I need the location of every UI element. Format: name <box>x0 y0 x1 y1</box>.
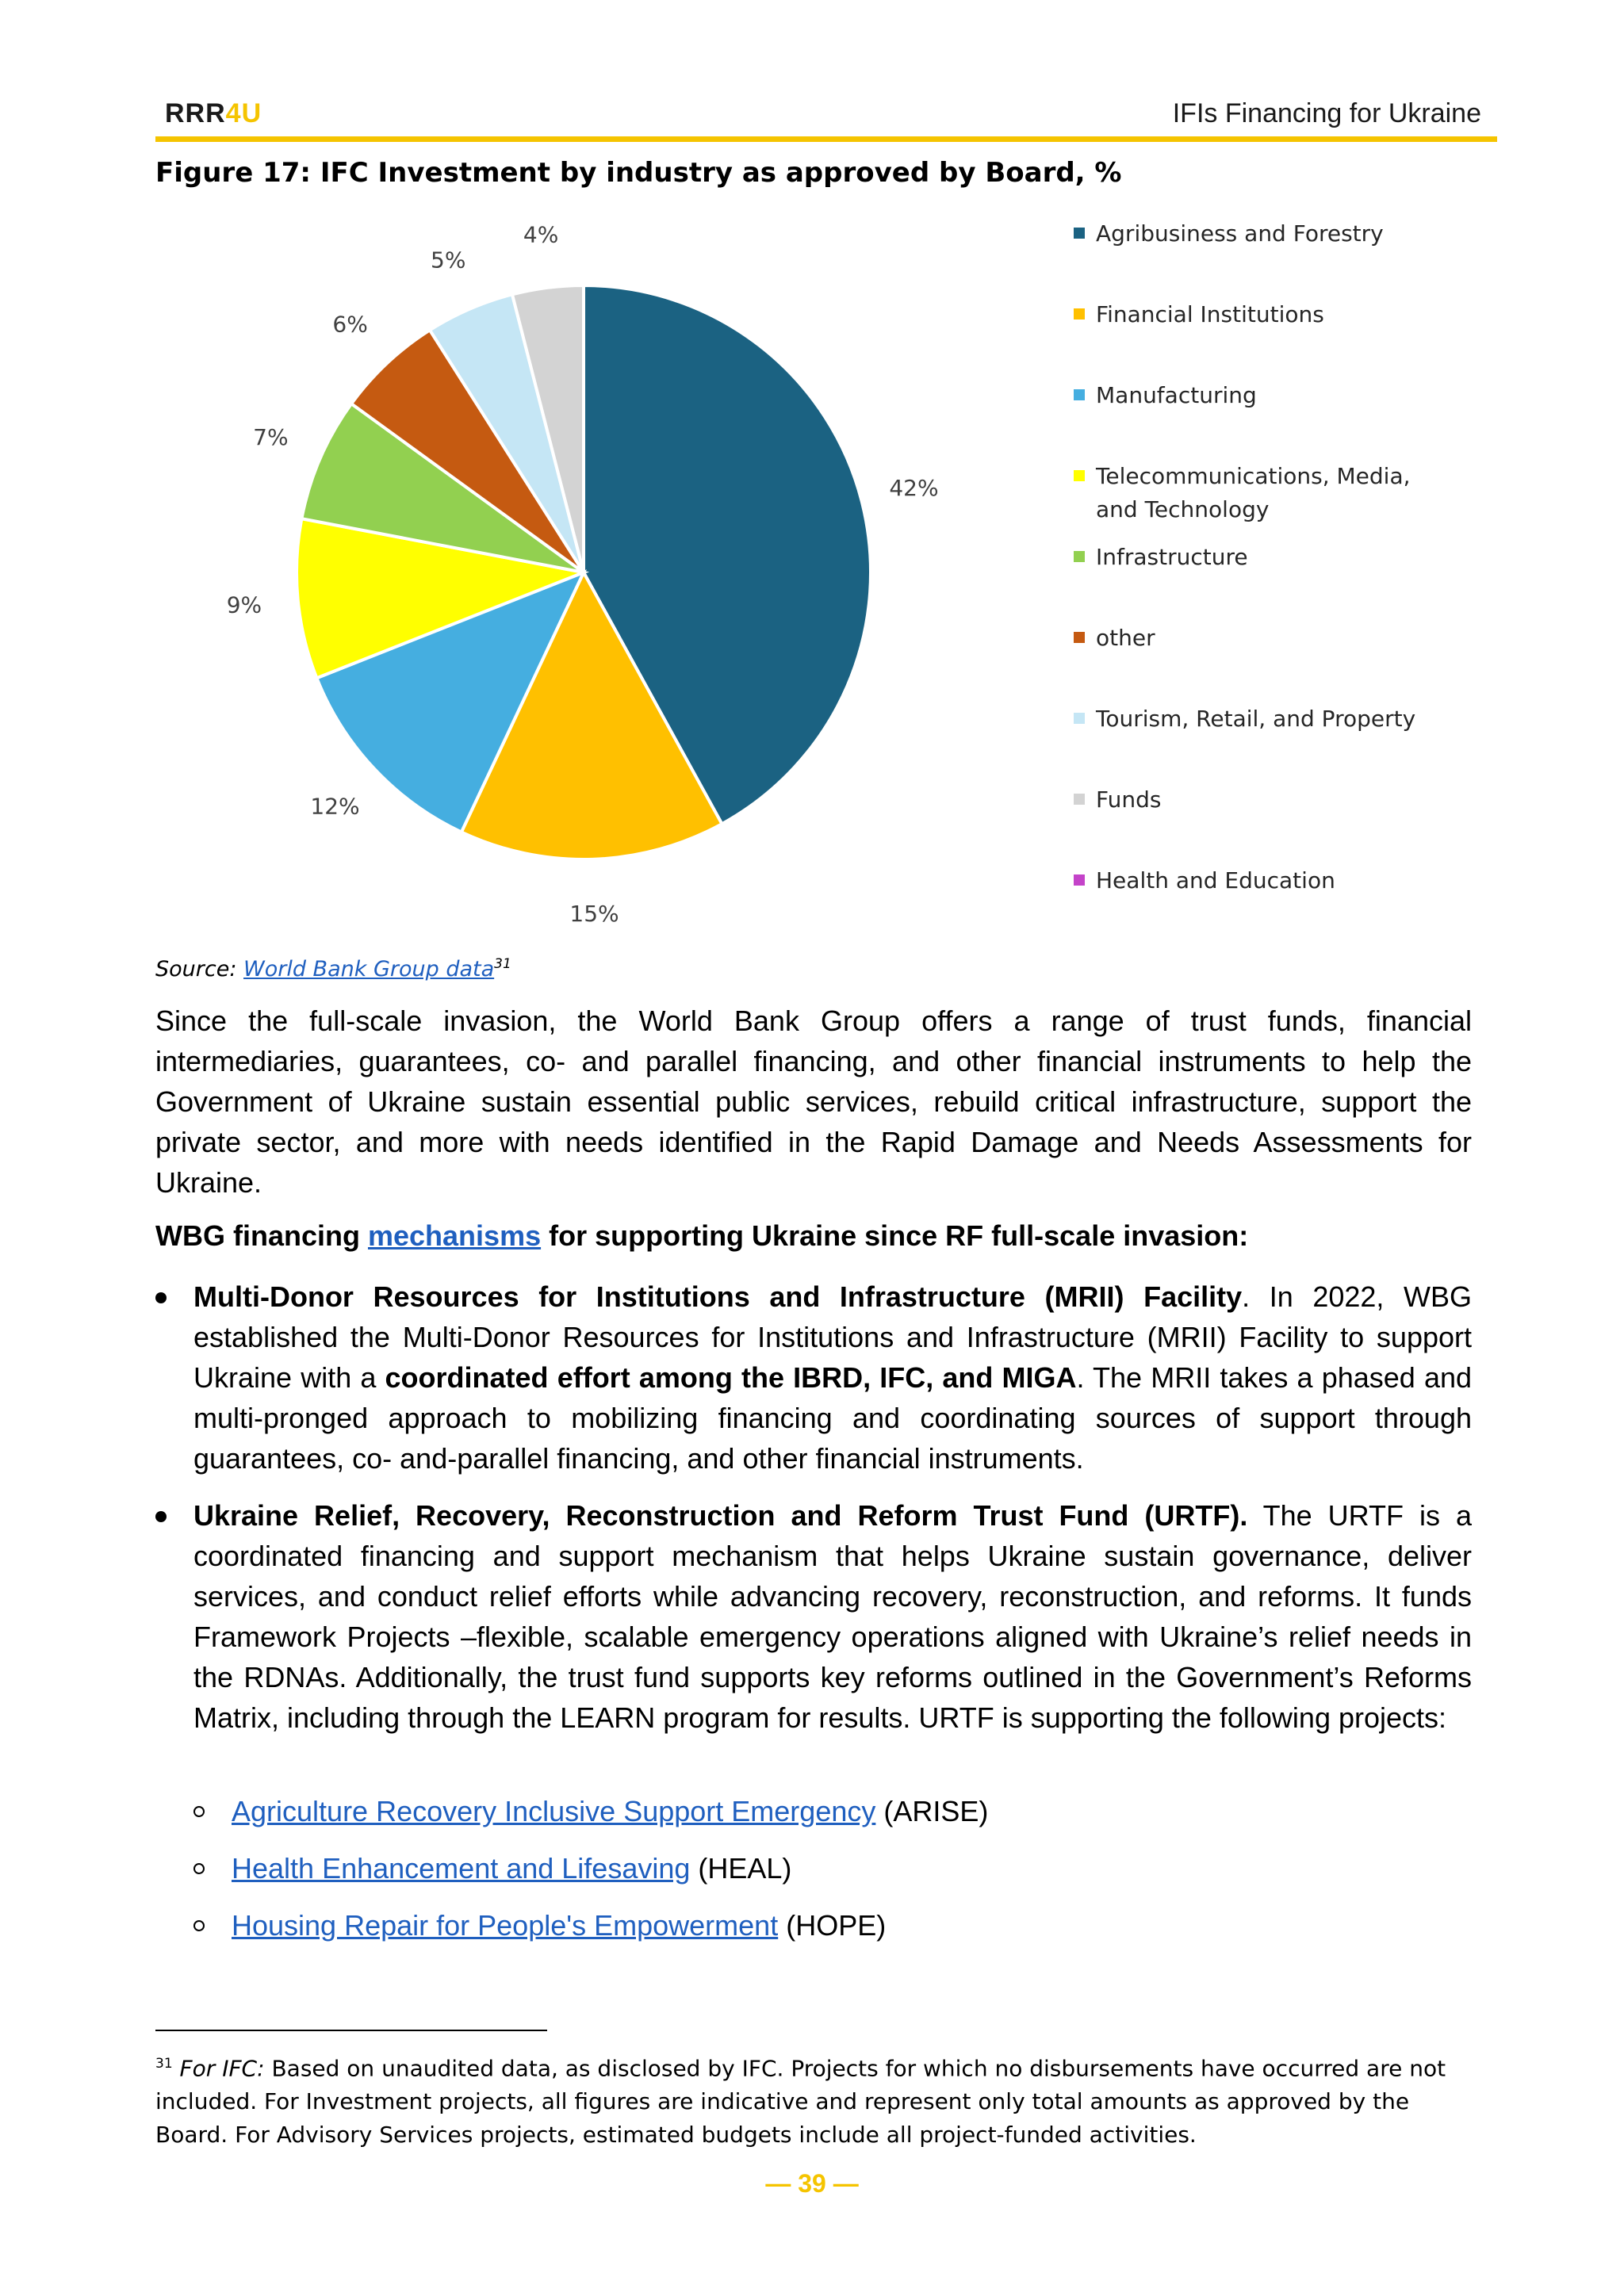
legend-label-infrastructure: Infrastructure <box>1096 544 1248 570</box>
legend-label-manufacturing: Manufacturing <box>1096 382 1257 408</box>
figure-title: Figure 17: IFC Investment by industry as approved by Board, % <box>155 157 1122 189</box>
heading-text-after: for supporting Ukraine since RF full-scale invasion: <box>541 1219 1249 1252</box>
legend-label-other: other <box>1096 625 1155 651</box>
bullet-text <box>193 1495 1472 1738</box>
pie-slices <box>297 285 871 859</box>
legend-swatch-tourism-retail-and-property <box>1074 713 1085 724</box>
bullet-emphasis: coordinated effort among the IBRD, IFC, and MIGA <box>385 1361 1077 1394</box>
bullet-body: . In 2022, WBG established the Multi-Donor Resources for Institutions and Infrastructure (MRII) Facility to support Ukraine with a <box>193 1280 1472 1394</box>
sub-bullet-marker <box>193 1863 205 1874</box>
legend-label-telecommunications-media-and-technology: Telecommunications, Media, and Technology <box>1096 463 1411 522</box>
data-label-agribusiness-and-forestry: 42% <box>889 475 939 502</box>
footnote-lead: For IFC: <box>179 2055 265 2082</box>
legend-label-funds: Funds <box>1096 786 1162 813</box>
project-item-arise <box>193 1795 988 1828</box>
legend-label-financial-institutions: Financial Institutions <box>1096 301 1324 327</box>
document-title: IFIs Financing for Ukraine <box>1172 98 1481 128</box>
footnote-divider <box>155 2030 547 2031</box>
project-abbrev: (HEAL) <box>690 1852 792 1885</box>
footnote-text: Based on unaudited data, as disclosed by IFC. Projects for which no disbursements have occurred are not included. For Investment projects, all figures are indicative and represent only total amounts as approved by the Board. For Advisory Services projects, estimated budgets include all project-funded activities. <box>155 2055 1446 2149</box>
data-label-infrastructure: 7% <box>253 424 289 451</box>
source-footnote-ref[interactable]: 31 <box>494 956 511 972</box>
bullet-marker <box>155 1292 167 1303</box>
project-abbrev: (HOPE) <box>778 1909 887 1942</box>
heading-text-before: WBG financing <box>155 1219 368 1252</box>
legend-swatch-health-and-education <box>1074 874 1085 886</box>
bullet-marker <box>155 1511 167 1522</box>
logo-accent: 4U <box>225 98 262 128</box>
logo-main: RRR <box>165 98 226 128</box>
project-link-arise[interactable]: Agriculture Recovery Inclusive Support Emergency <box>232 1795 876 1827</box>
project-link-heal[interactable]: Health Enhancement and Lifesaving <box>232 1852 691 1885</box>
legend-label-agribusiness-and-forestry: Agribusiness and Forestry <box>1096 220 1384 247</box>
legend-swatch-funds <box>1074 794 1085 805</box>
project-link-hope[interactable]: Housing Repair for People's Empowerment <box>232 1909 779 1942</box>
bullet-body-end: . The MRII takes a phased and multi-pronged approach to mobilizing financing and coordinating sources of support through guarantees, co- and-parallel financing, and other financial instruments. <box>193 1361 1473 1475</box>
bullet-mrii <box>155 1276 1472 1479</box>
source-link[interactable]: World Bank Group data <box>243 957 495 982</box>
legend-swatch-agribusiness-and-forestry <box>1074 228 1085 239</box>
figure-source <box>155 956 511 982</box>
bullet-lead: Ukraine Relief, Recovery, Reconstruction and Reform Trust Fund (URTF). <box>193 1499 1248 1532</box>
data-label-financial-institutions: 15% <box>569 900 619 927</box>
project-item-hope <box>193 1909 886 1942</box>
legend-swatch-other <box>1074 632 1085 643</box>
intro-paragraph: Since the full-scale invasion, the World Bank Group offers a range of trust funds, financial intermediaries, guarantees, co- and parallel financing, and other financial instruments to help the Government of Ukraine sustain essential public services, rebuild critical infrastructure, support the private sector, and more with needs identified in the Rapid Damage and Needs Assessments for Ukraine. <box>155 1004 1472 1199</box>
page-number: — 39 — <box>765 2169 859 2198</box>
chart-legend <box>1074 220 1415 894</box>
bullet-body: The URTF is a coordinated financing and support mechanism that helps Ukraine sustain governance, deliver services, and conduct relief efforts while advancing recovery, reconstruction, and reforms. It funds Framework Projects –flexible, scalable emergency operations aligned with Ukraine’s relief needs in the RDNAs. Additionally, the trust fund supports key reforms outlined in the Government’s Reforms Matrix, including through the LEARN program for results. URTF is supporting the following projects: <box>193 1499 1472 1734</box>
mechanisms-link[interactable]: mechanisms <box>367 1219 542 1252</box>
bullet-lead: Multi-Donor Resources for Institutions and Infrastructure (MRII) Facility <box>193 1280 1243 1313</box>
data-label-tourism-retail-and-property: 5% <box>431 247 466 274</box>
brand-logo <box>165 98 262 129</box>
source-prefix: Source: <box>155 957 244 982</box>
legend-swatch-manufacturing <box>1074 389 1085 400</box>
project-item-heal <box>193 1852 791 1885</box>
sub-bullet-marker <box>193 1920 205 1931</box>
data-label-other: 6% <box>332 311 368 338</box>
data-label-telecommunications-media-and-technology: 9% <box>226 591 262 618</box>
legend-label-tourism-retail-and-property: Tourism, Retail, and Property <box>1096 706 1416 732</box>
header-divider <box>155 136 1497 142</box>
legend-swatch-financial-institutions <box>1074 308 1085 320</box>
footnote <box>155 2047 1472 2152</box>
legend-swatch-telecommunications-media-and-technology <box>1074 470 1085 481</box>
mechanisms-heading <box>155 1219 1248 1253</box>
data-label-manufacturing: 12% <box>310 793 360 820</box>
legend-swatch-infrastructure <box>1074 551 1085 562</box>
data-label-funds: 4% <box>523 221 559 248</box>
bullet-text <box>193 1276 1472 1479</box>
bullet-urtf <box>155 1495 1472 1738</box>
project-abbrev: (ARISE) <box>875 1795 989 1827</box>
sub-bullet-marker <box>193 1806 205 1817</box>
footnote-number: 31 <box>155 2056 173 2072</box>
pie-chart <box>155 214 1497 928</box>
legend-label-health-and-education: Health and Education <box>1096 867 1335 894</box>
